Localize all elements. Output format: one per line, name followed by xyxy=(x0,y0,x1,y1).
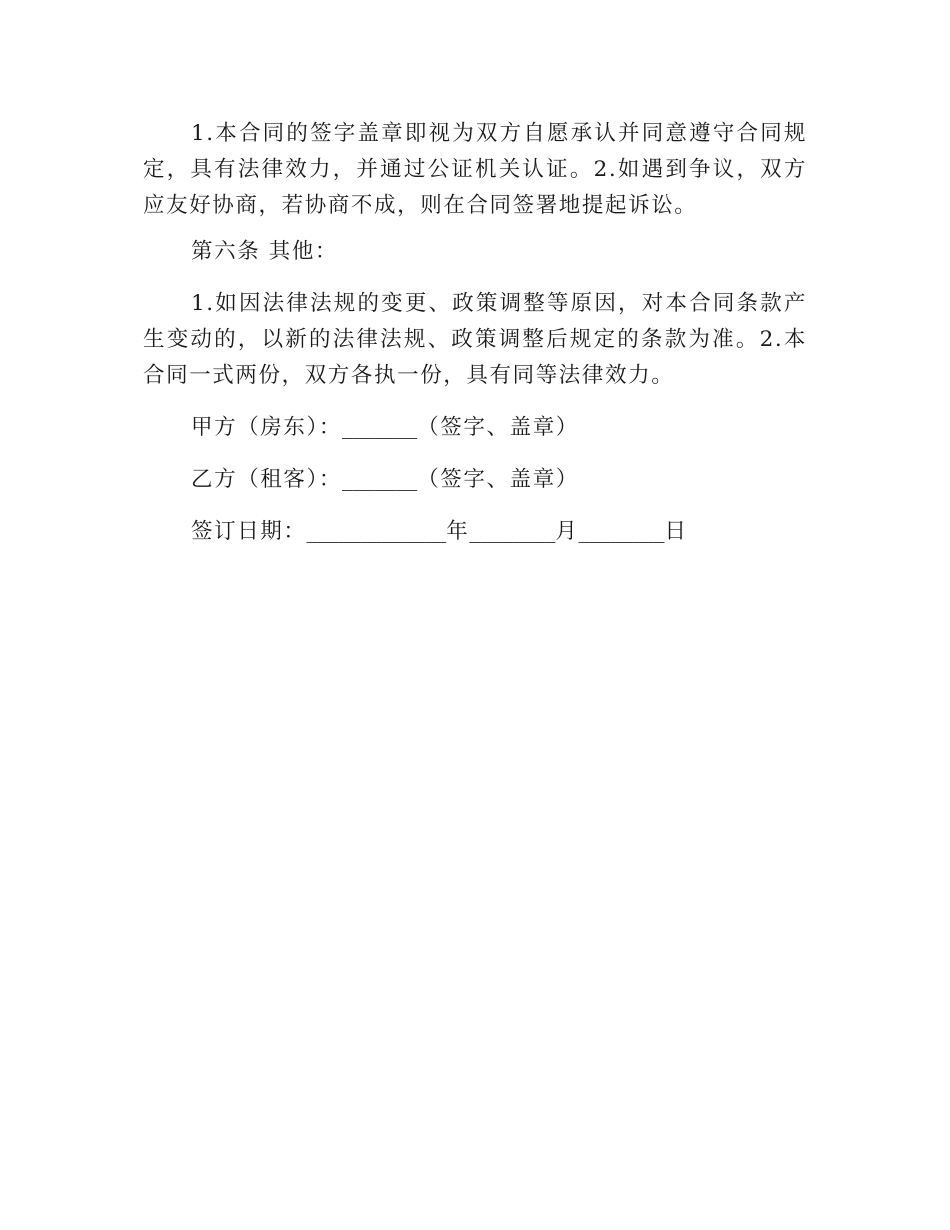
sign-date-line xyxy=(143,514,807,550)
party-b-label: 乙方（租客）： xyxy=(191,467,342,492)
sign-date-label: 签订日期： xyxy=(191,519,307,544)
party-b-blank: _______ xyxy=(341,467,418,492)
month-label: 月 xyxy=(555,519,579,544)
document-page xyxy=(143,116,807,566)
party-a-blank: _______ xyxy=(341,415,418,440)
clause-5-body: 1.本合同的签字盖章即视为双方自愿承认并同意遵守合同规定，具有法律效力，并通过公证机关认证。2.如遇到争议，双方应友好协商，若协商不成，则在合同签署地提起诉讼。 xyxy=(143,121,807,218)
month-blank: ________ xyxy=(469,519,556,544)
day-blank: ________ xyxy=(578,519,665,544)
year-label: 年 xyxy=(446,519,470,544)
party-a-note: （签字、盖章） xyxy=(417,415,579,440)
party-a-label: 甲方（房东）： xyxy=(191,415,342,440)
year-blank: _____________ xyxy=(306,519,447,544)
party-b-signature-line xyxy=(143,462,807,498)
party-b-note: （签字、盖章） xyxy=(417,467,579,492)
clause-6-heading: 第六条 其他： xyxy=(191,239,339,264)
party-a-signature-line xyxy=(143,410,807,446)
day-label: 日 xyxy=(664,519,688,544)
clause-6-body: 1.如因法律法规的变更、政策调整等原因，对本合同条款产生变动的，以新的法律法规、政策调整后规定的条款为准。2.本合同一式两份，双方各执一份，具有同等法律效力。 xyxy=(143,291,807,388)
